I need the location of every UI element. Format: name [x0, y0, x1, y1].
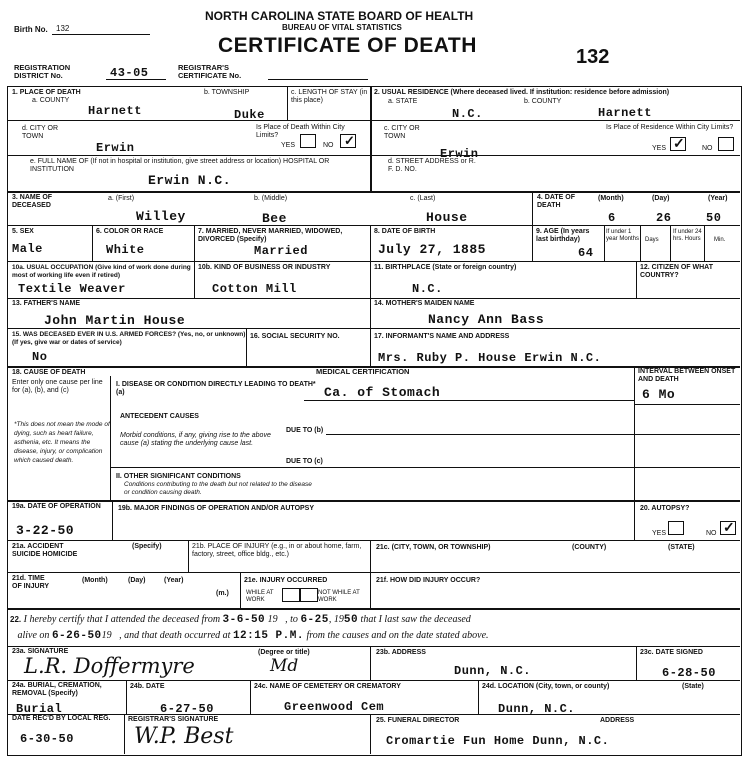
usual-residence-label: 2. USUAL RESIDENCE (Where deceased lived. If institution: residence before admission): [374, 89, 670, 96]
informant: Mrs. Ruby P. House Erwin N.C.: [378, 351, 602, 365]
informant-label: 17. INFORMANT'S NAME AND ADDRESS: [374, 333, 510, 340]
business: Cotton Mill: [212, 282, 297, 296]
father-divider: [370, 298, 371, 328]
signature-divider: [370, 646, 371, 680]
occupation-divider: [194, 261, 195, 298]
cause-left-divider: [110, 376, 111, 500]
location-state-label: (State): [682, 683, 704, 690]
mother-label: 14. MOTHER'S MAIDEN NAME: [374, 300, 475, 307]
row-line-261: [7, 261, 740, 262]
cert-text-4: from the causes and on the date stated above.: [306, 630, 489, 641]
birth-no-label: Birth No.: [14, 25, 48, 34]
row-line-500: [7, 500, 740, 502]
autopsy-label: 20. AUTOPSY?: [640, 505, 690, 512]
marital-label: 7. MARRIED, NEVER MARRIED, WIDOWED, DIVORCED (Specify): [198, 228, 343, 243]
while-work-checkbox[interactable]: [282, 588, 300, 602]
days-divider: [670, 225, 671, 261]
business-label: 10b. KIND OF BUSINESS OR INDUSTRY: [198, 264, 331, 271]
name-death-divider: [532, 191, 533, 225]
burial-date: 6-27-50: [160, 702, 214, 716]
disease-label: I. DISEASE OR CONDITION DIRECTLY LEADING TO DEATH* (a): [116, 381, 316, 396]
interval-divider: [634, 366, 635, 500]
divider-place-residence: [370, 86, 372, 191]
death-month: 6: [608, 211, 616, 225]
min-label: Min.: [714, 237, 726, 243]
cert-number: 22.: [10, 615, 22, 624]
birthplace-divider: [636, 261, 637, 298]
not-work-checkbox[interactable]: [300, 588, 318, 602]
injury-day-label: (Day): [128, 577, 146, 584]
ssn-label: 16. SOCIAL SECURITY NO.: [250, 333, 340, 340]
cert-text-2: that I last saw the deceased: [360, 614, 471, 625]
bureau-name: BUREAU OF VITAL STATISTICS: [282, 23, 402, 32]
pod-stay-divider: [287, 86, 288, 120]
place-of-death-label: 1. PLACE OF DEATH: [12, 89, 81, 96]
pod-within-limits-label: Is Place of Death Within City Limits?: [256, 124, 345, 139]
time-injury-label: 21d. TIME OF INJURY: [12, 575, 50, 590]
pod-county: Harnett: [88, 104, 142, 118]
color-divider: [194, 225, 195, 261]
cemetery-divider: [478, 680, 479, 714]
date-received-divider: [124, 714, 125, 754]
birth-age-divider: [532, 225, 533, 261]
age: 64: [578, 246, 594, 260]
last-name: House: [426, 210, 468, 225]
injury-occurred-label: 21e. INJURY OCCURRED: [244, 577, 328, 584]
interval: 6 Mo: [642, 387, 676, 402]
marital: Married: [254, 244, 308, 258]
first-label: a. (First): [108, 195, 135, 202]
pod-city-label: d. CITY OR TOWN: [22, 125, 59, 140]
pod-no-checkbox[interactable]: [340, 134, 356, 148]
birth-no-line: [52, 34, 150, 35]
sex-label: 5. SEX: [12, 228, 34, 235]
findings-divider: [634, 500, 635, 540]
location: Dunn, N.C.: [498, 702, 576, 716]
sex: Male: [12, 242, 43, 256]
cause-label: 18. CAUSE OF DEATH: [12, 369, 86, 376]
board-name: NORTH CAROLINA STATE BOARD OF HEALTH: [205, 9, 474, 23]
physician-signature: L.R. Doffermyre: [24, 654, 195, 678]
cert-to-label: to: [290, 614, 298, 625]
due-c-line: [110, 467, 634, 468]
row-line-540: [7, 540, 740, 541]
res-no-label: NO: [702, 145, 713, 152]
not-work-label: NOT WHILE AT WORK: [318, 590, 360, 603]
page-title: CERTIFICATE OF DEATH: [218, 34, 477, 57]
row-line-608: [7, 608, 740, 610]
registrar-signature: W.P. Best: [134, 724, 234, 749]
cert-19-3: 19: [101, 630, 112, 641]
degree-label: (Degree or title): [258, 649, 310, 656]
attended-year: 50: [343, 614, 359, 626]
armed-forces-label: 15. WAS DECEASED EVER IN U.S. ARMED FORCES? (Yes, no, or unknown) (If yes, give war or dates of service): [12, 331, 246, 346]
registrar-certificate-label: REGISTRAR'S CERTIFICATE No.: [178, 63, 242, 80]
autopsy-no-label: NO: [706, 530, 717, 537]
age-label: 9. AGE (In years last birthday): [536, 228, 590, 243]
interval-line-3: [634, 467, 740, 468]
date-signed-label: 23c. DATE SIGNED: [640, 649, 703, 656]
death-year: 50: [706, 211, 722, 225]
place-injury-divider: [370, 540, 371, 572]
district-line: [106, 79, 166, 80]
row-line-328: [7, 328, 740, 329]
pod-no-mark: ✓: [344, 133, 355, 148]
pod-row-line: [7, 120, 370, 121]
cert-text-1: I hereby certify that I attended the deceased from: [23, 614, 221, 625]
row-line-298: [7, 298, 740, 299]
res-county-label: b. COUNTY: [524, 98, 562, 105]
birthplace: N.C.: [412, 282, 443, 296]
registrar-cert-line: [268, 79, 368, 80]
pod-city: Erwin: [96, 141, 135, 155]
birth-date: July 27, 1885: [378, 242, 486, 257]
alive-label: alive on: [17, 630, 50, 641]
res-yes-mark: ✓: [673, 137, 685, 152]
certification-text: 22. I hereby certify that I attended the deceased from 3-6-50 19 , to 6-25, 1950 that I last saw the deceased alive on 6-26-5019 , and that death occurred at 12:15 P.M. from the causes and on the date stated above.: [10, 614, 489, 642]
burial: Burial: [16, 702, 63, 716]
row-line-680: [7, 680, 740, 681]
age-divider: [604, 225, 605, 261]
under1-label: If under 1 year Months: [606, 229, 640, 242]
registration-district: 43-05: [110, 66, 149, 80]
death-day: 26: [656, 211, 672, 225]
cert-19-1: 19: [267, 614, 278, 625]
address-divider: [636, 646, 637, 680]
antecedent-label: ANTECEDENT CAUSES: [120, 413, 199, 420]
date-signed: 6-28-50: [662, 666, 716, 680]
pod-yes-checkbox[interactable]: [300, 134, 316, 148]
burial-date-label: 24b. DATE: [130, 683, 165, 690]
registrar-divider: [370, 714, 371, 754]
under24-label: If under 24 hrs. Hours: [673, 229, 702, 242]
injury-month-label: (Month): [82, 577, 108, 584]
res-yes-checkbox[interactable]: [670, 137, 686, 151]
due-b-line: [326, 434, 634, 435]
degree: Md: [270, 656, 299, 676]
autopsy-yes-label: YES: [652, 530, 667, 537]
interval-line-1: [634, 404, 740, 405]
res-street-label: d. STREET ADDRESS or R. F. D. NO.: [388, 158, 476, 173]
birth-no: 132: [56, 24, 70, 33]
date-received-label: DATE REC'D BY LOCAL REG.: [12, 715, 111, 722]
death-time: 12:15 P.M.: [232, 630, 304, 642]
interval-label: INTERVAL BETWEEN ONSET AND DEATH: [638, 368, 736, 383]
business-divider: [370, 261, 371, 298]
dod-year-label: (Year): [708, 195, 728, 202]
date-of-death-label: 4. DATE OF DEATH: [537, 194, 575, 209]
funeral-address-label: ADDRESS: [600, 717, 635, 724]
operation-date: 3-22-50: [16, 523, 75, 538]
length-of-stay-label: c. LENGTH OF STAY (in this place): [291, 89, 368, 104]
burial-date-divider: [250, 680, 251, 714]
other-label: II. OTHER SIGNIFICANT CONDITIONS: [116, 473, 241, 480]
pod-township: Duke: [234, 108, 265, 122]
interval-line-2: [634, 434, 740, 435]
funeral-director: Cromartie Fun Home Dunn, N.C.: [386, 734, 610, 748]
birthplace-label: 11. BIRTHPLACE (State or foreign country): [374, 264, 517, 271]
pod-county-label: a. COUNTY: [32, 97, 70, 104]
cert-19-2: 19: [333, 614, 344, 625]
res-state-label: a. STATE: [388, 98, 418, 105]
accident-label: 21a. ACCIDENT SUICIDE HOMICIDE: [12, 543, 78, 558]
days-label: Days: [645, 237, 659, 243]
middle-label: b. (Middle): [254, 195, 288, 202]
cert-text-3: and that death occurred at: [124, 630, 231, 641]
date-received: 6-30-50: [20, 732, 74, 746]
place-injury-label: 21b. PLACE OF INJURY (e.g., in or about home, farm, factory, street, office bldg., etc.): [192, 543, 362, 558]
row-line-191: [7, 191, 740, 193]
burial-divider: [126, 680, 127, 714]
injury-county-label: (COUNTY): [572, 544, 607, 551]
pod-yes-label: YES: [281, 142, 296, 149]
injury-city-label: 21c. (CITY, TOWN, OR TOWNSHIP): [376, 544, 491, 551]
row-line-225: [7, 225, 740, 226]
medical-cert-label: MEDICAL CERTIFICATION: [316, 367, 410, 376]
location-label: 24d. LOCATION (City, town, or county): [482, 683, 610, 690]
row-line-646: [7, 646, 740, 647]
citizen-label: 12. CITIZEN OF WHAT COUNTRY?: [640, 264, 713, 279]
accident-specify-label: (Specify): [132, 543, 162, 550]
sex-divider: [92, 225, 93, 261]
due-b-label: DUE TO (b): [286, 427, 324, 434]
dod-month-label: (Month): [598, 195, 624, 202]
hospital-label: e. FULL NAME OF (If not in hospital or institution, give street address or location) HOSPITAL OR INSTITUTION: [30, 158, 330, 173]
operation-divider: [112, 500, 113, 540]
res-within-limits-label: Is Place of Residence Within City Limits?: [606, 124, 734, 131]
res-city-line: [370, 155, 740, 156]
time-injury-divider: [240, 572, 241, 608]
findings-label: 19b. MAJOR FINDINGS OF OPERATION AND/OR AUTOPSY: [118, 505, 315, 512]
alive-on: 6-26-50: [51, 630, 102, 642]
res-state: N.C.: [452, 107, 483, 121]
attended-to: 6-25: [300, 614, 329, 626]
last-label: c. (Last): [410, 195, 436, 202]
autopsy-no-checkbox[interactable]: [720, 521, 736, 535]
hours-divider: [704, 225, 705, 261]
occupation: Textile Weaver: [18, 282, 126, 296]
color: White: [106, 243, 145, 257]
res-no-checkbox[interactable]: [718, 137, 734, 151]
certificate-number: 132: [576, 46, 610, 68]
pod-township-label: b. TOWNSHIP: [204, 89, 250, 96]
injury-state-label: (STATE): [668, 544, 695, 551]
marital-divider: [370, 225, 371, 261]
signature-label: 23a. SIGNATURE: [12, 648, 69, 655]
morbid-label: Morbid conditions, if any, giving rise to the above cause (a) stating the underlying cause last.: [120, 432, 271, 447]
months-divider: [640, 225, 641, 261]
cause-note: Enter only one cause per line for (a), (b), and (c): [12, 379, 103, 394]
occupation-label: 10a. USUAL OCCUPATION (Give kind of work done during most of working life even if retired): [12, 264, 191, 279]
middle-name: Bee: [262, 211, 287, 226]
operation-date-label: 19a. DATE OF OPERATION: [12, 503, 101, 510]
ssn-divider: [370, 328, 371, 366]
res-city: Erwin: [440, 147, 479, 161]
injury-m-label: (m.): [216, 590, 229, 597]
res-row-line: [370, 120, 740, 121]
how-injury-label: 21f. HOW DID INJURY OCCUR?: [376, 577, 481, 584]
armed-divider: [246, 328, 247, 366]
cemetery: Greenwood Cem: [284, 700, 385, 714]
pod-no-label: NO: [323, 142, 334, 149]
other-note: Conditions contributing to the death but not related to the disease or condition causing death.: [124, 481, 312, 496]
father-label: 13. FATHER'S NAME: [12, 300, 81, 307]
name-label: 3. NAME OF DECEASED: [12, 194, 53, 209]
burial-label: 24a. BURIAL, CREMATION, REMOVAL (Specify): [12, 682, 102, 697]
autopsy-yes-checkbox[interactable]: [668, 521, 684, 535]
res-yes-label: YES: [652, 145, 667, 152]
registrar-signature-label: REGISTRAR'S SIGNATURE: [128, 716, 219, 723]
injury-occurred-divider: [370, 572, 371, 608]
birth-date-label: 8. DATE OF BIRTH: [374, 228, 436, 235]
physician-address: Dunn, N.C.: [454, 664, 532, 678]
mother: Nancy Ann Bass: [428, 312, 545, 327]
hospital: Erwin N.C.: [148, 173, 232, 188]
accident-divider: [188, 540, 189, 572]
injury-year-label: (Year): [164, 577, 184, 584]
attended-from: 3-6-50: [222, 614, 266, 626]
disease: Ca. of Stomach: [324, 385, 441, 400]
while-work-label: WHILE AT WORK: [246, 590, 274, 603]
res-county: Harnett: [598, 106, 652, 120]
due-c-label: DUE TO (c): [286, 458, 323, 465]
address-label: 23b. ADDRESS: [376, 649, 426, 656]
first-name: Willey: [136, 209, 186, 224]
disease-line: [304, 400, 634, 401]
cemetery-label: 24c. NAME OF CEMETERY OR CREMATORY: [254, 683, 401, 690]
autopsy-no-mark: ✓: [723, 521, 735, 536]
registration-district-label: REGISTRATION DISTRICT No.: [14, 63, 71, 80]
father: John Martin House: [44, 313, 186, 328]
dod-day-label: (Day): [652, 195, 670, 202]
funeral-director-label: 25. FUNERAL DIRECTOR: [376, 717, 460, 724]
row-line-572: [7, 572, 740, 573]
pod-city-line: [7, 155, 370, 156]
cause-footnote: *This does not mean the mode of dying, such as heart failure, asthenia, etc. It means the disease, injury, or complication which caused death.: [14, 421, 110, 464]
res-city-label: c. CITY OR TOWN: [384, 125, 420, 140]
armed-forces: No: [32, 350, 48, 364]
color-label: 6. COLOR OR RACE: [96, 228, 164, 235]
